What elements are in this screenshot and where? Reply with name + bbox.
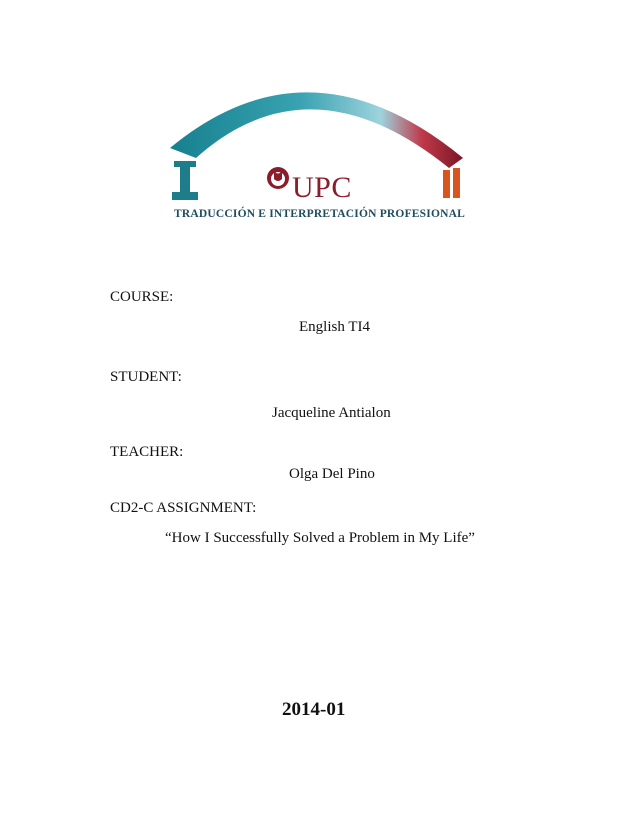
upc-emblem — [267, 167, 289, 189]
teacher-label: TEACHER: — [110, 444, 184, 460]
upc-logo — [160, 70, 478, 230]
date-text: 2014-01 — [282, 699, 346, 720]
right-pillar — [443, 168, 460, 198]
teacher-value: Olga Del Pino — [289, 466, 375, 482]
course-label: COURSE: — [110, 289, 174, 305]
assignment-label: CD2-C ASSIGNMENT: — [110, 500, 257, 516]
arch-band — [170, 92, 463, 168]
course-value: English TI4 — [299, 319, 370, 335]
arch-logo-graphic — [160, 70, 478, 230]
logo-brand-text: UPC — [292, 171, 352, 204]
student-label: STUDENT: — [110, 369, 182, 385]
logo-subtitle: TRADUCCIÓN E INTERPRETACIÓN PROFESIONAL — [174, 208, 465, 220]
student-value: Jacqueline Antialon — [272, 405, 391, 421]
assignment-title: “How I Successfully Solved a Problem in My Life” — [165, 530, 475, 546]
left-pillar — [172, 161, 198, 200]
